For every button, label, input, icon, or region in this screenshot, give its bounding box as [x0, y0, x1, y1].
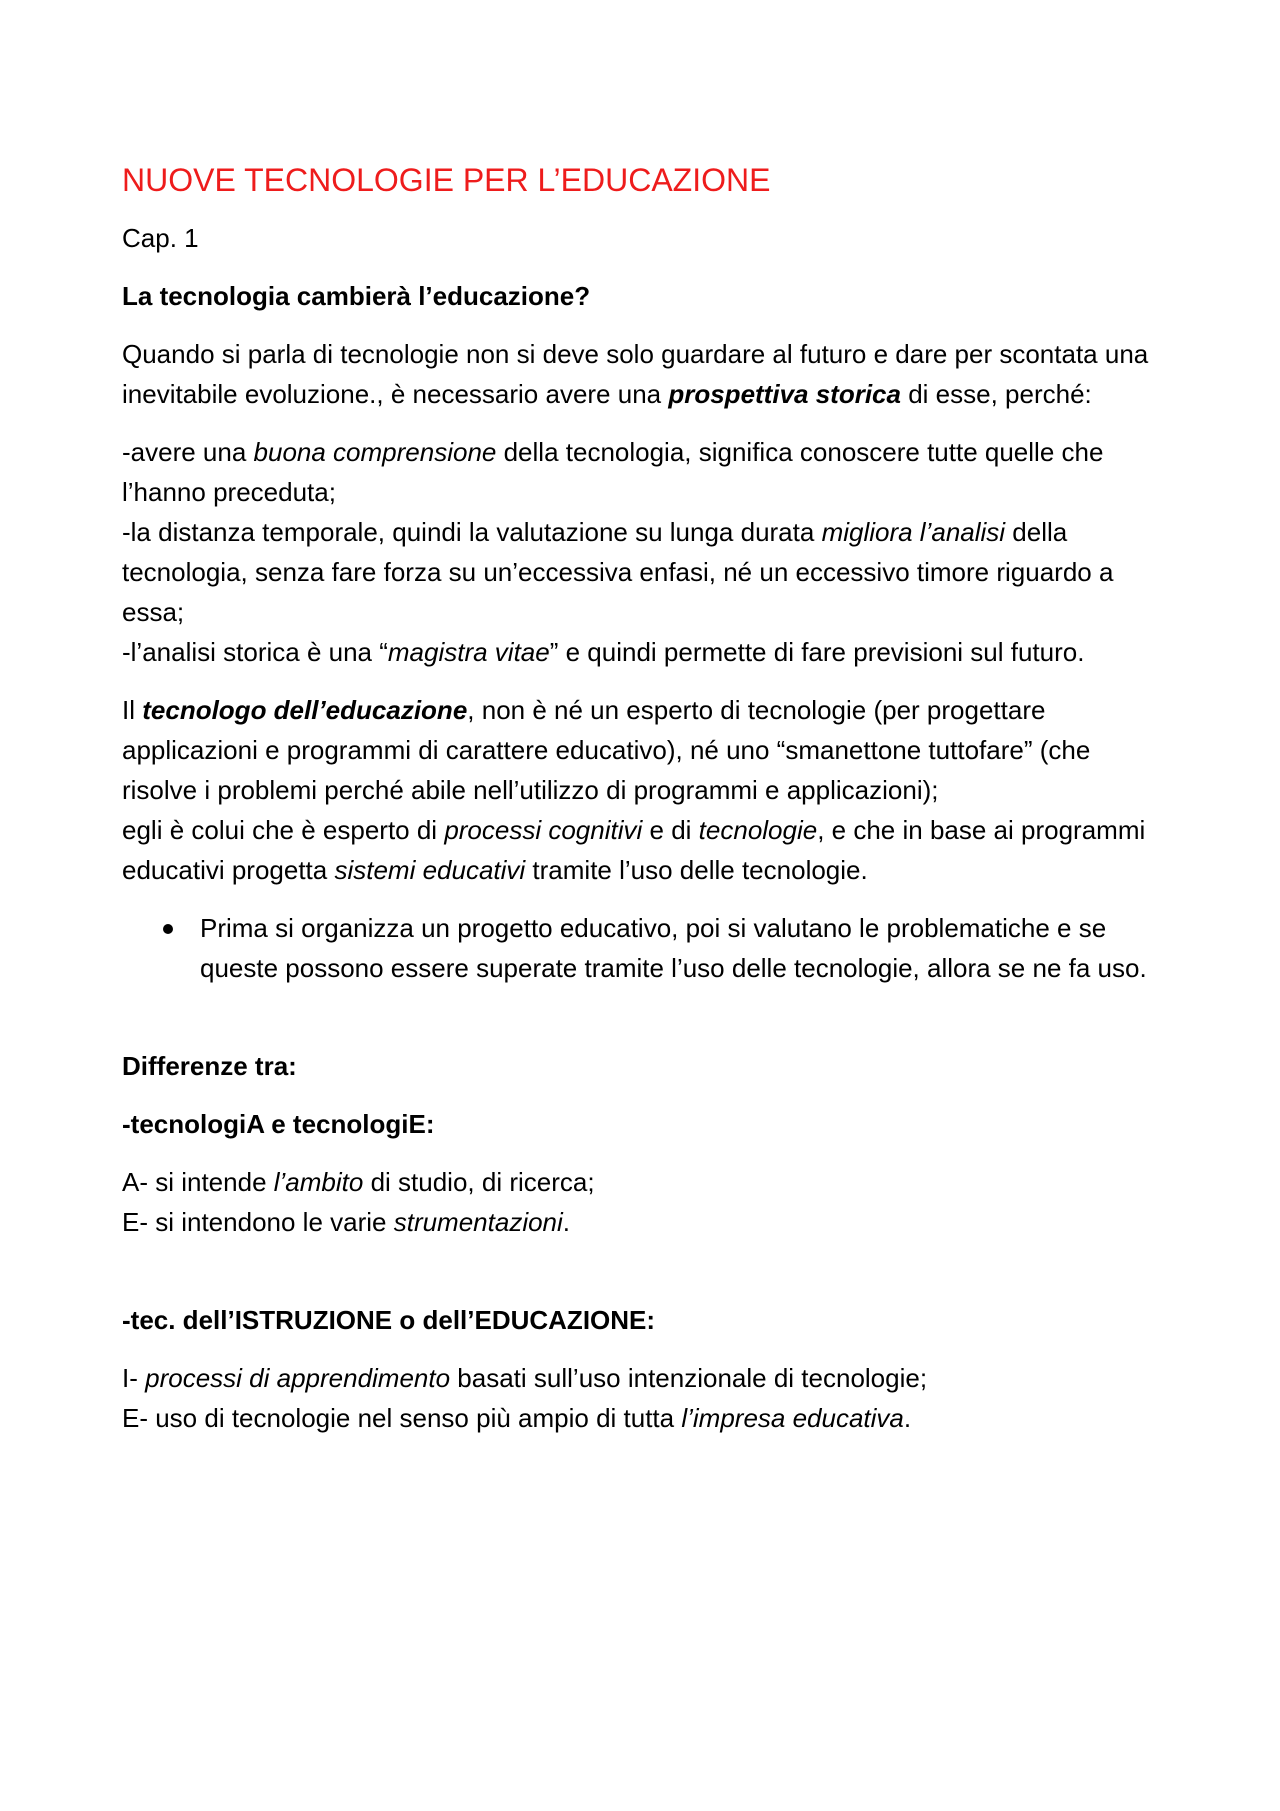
reason-3 — [122, 632, 1172, 672]
bullet-list — [122, 908, 1172, 988]
reason-2 — [122, 512, 1172, 632]
reason-2-emphasis: migliora l’analisi — [821, 517, 1006, 547]
reason-3-text: -l’analisi storica è una “ — [122, 637, 388, 667]
diff1-e-text-end: . — [562, 1207, 571, 1237]
question-heading: La tecnologia cambierà l’educazione? — [122, 281, 591, 311]
intro-text-end: di esse, perché: — [900, 379, 1092, 409]
diff1-a-text-end: di studio, di ricerca; — [363, 1167, 595, 1197]
intro-paragraph — [122, 334, 1172, 414]
list-item — [200, 908, 1172, 988]
spacer — [122, 1006, 1172, 1046]
bullet-dot-icon — [163, 924, 173, 934]
intro-text: Quando si parla di tecnologie non si deve solo guardare al futuro e dare per scontata una inevitabile evoluzione., è necessario avere una — [122, 339, 1149, 409]
tecnologo-text-d: egli è colui che è esperto di — [122, 815, 445, 845]
diff1-heading: -tecnologiA e tecnologiE: — [122, 1109, 435, 1139]
tecnologo-emphasis-e: processi cognitivi — [444, 815, 643, 845]
tecnologo-line-2 — [122, 810, 1172, 890]
diff1-e-text: E- si intendono le varie — [122, 1207, 394, 1237]
reason-3-emphasis: magistra vitae — [387, 637, 550, 667]
diff2-e-text: E- uso di tecnologie nel senso più ampio di tutta — [122, 1403, 682, 1433]
tecnologo-text-c: , non è né un esperto di tecnologie (per progettare applicazioni e programmi di carattere educativo), né uno “smanettone tuttofare” (che risolve i problemi perché abile nell’utilizzo di programmi e applicazioni); — [122, 695, 1091, 805]
reason-3-text-end: ” e quindi permette di fare previsioni sul futuro. — [549, 637, 1085, 667]
diff1-line-e — [122, 1202, 1172, 1242]
diff2-i-emphasis: processi di apprendimento — [145, 1363, 451, 1393]
intro-emphasis: prospettiva storica — [668, 379, 901, 409]
differences-heading: Differenze tra: — [122, 1051, 297, 1081]
reason-1 — [122, 432, 1172, 512]
reasons-paragraph — [122, 432, 1172, 672]
tecnologo-text-j: tramite l’uso delle tecnologie. — [525, 855, 868, 885]
document-page — [122, 150, 1172, 1456]
tecnologo-text-a: Il — [122, 695, 143, 725]
reason-2-text-end: della tecnologia, senza fare forza su un’eccessiva enfasi, né un eccessivo timore riguardo a essa; — [122, 517, 1114, 627]
bullet-text: Prima si organizza un progetto educativo, poi si valutano le problematiche e se queste possono essere superate tramite l’uso delle tecnologie, allora se ne fa uso. — [200, 913, 1147, 983]
chapter-label: Cap. 1 — [122, 223, 199, 253]
tecnologo-emphasis: tecnologo dell’educazione — [142, 695, 468, 725]
tecnologo-text-h: , e che in base ai programmi educativi progetta — [122, 815, 1146, 885]
tecnologo-line-1 — [122, 690, 1172, 810]
document-title: NUOVE TECNOLOGIE PER L’EDUCAZIONE — [122, 162, 771, 198]
reason-1-emphasis: buona comprensione — [253, 437, 497, 467]
tecnologo-emphasis-g: tecnologie — [698, 815, 818, 845]
diff1-a-emphasis: l’ambito — [273, 1167, 364, 1197]
diff2-e-emphasis: l’impresa educativa — [681, 1403, 904, 1433]
reason-2-text: -la distanza temporale, quindi la valutazione su lunga durata — [122, 517, 822, 547]
tecnologo-emphasis-i: sistemi educativi — [334, 855, 526, 885]
diff2-i-text: I- — [122, 1363, 146, 1393]
diff2-heading: -tec. dell’ISTRUZIONE o dell’EDUCAZIONE: — [122, 1305, 656, 1335]
diff2-paragraph — [122, 1358, 1172, 1438]
tecnologo-paragraph — [122, 690, 1172, 890]
diff2-line-e — [122, 1398, 1172, 1438]
reason-1-text-end: della tecnologia, significa conoscere tutte quelle che l’hanno preceduta; — [122, 437, 1104, 507]
reason-1-text: -avere una — [122, 437, 254, 467]
diff2-line-i — [122, 1358, 1172, 1398]
diff1-paragraph — [122, 1162, 1172, 1242]
diff1-line-a — [122, 1162, 1172, 1202]
diff2-i-text-end: basati sull’uso intenzionale di tecnologie; — [450, 1363, 928, 1393]
diff1-a-text: A- si intende — [122, 1167, 274, 1197]
diff1-e-emphasis: strumentazioni — [393, 1207, 563, 1237]
spacer — [122, 1260, 1172, 1300]
tecnologo-text-f: e di — [642, 815, 699, 845]
diff2-e-text-end: . — [903, 1403, 912, 1433]
